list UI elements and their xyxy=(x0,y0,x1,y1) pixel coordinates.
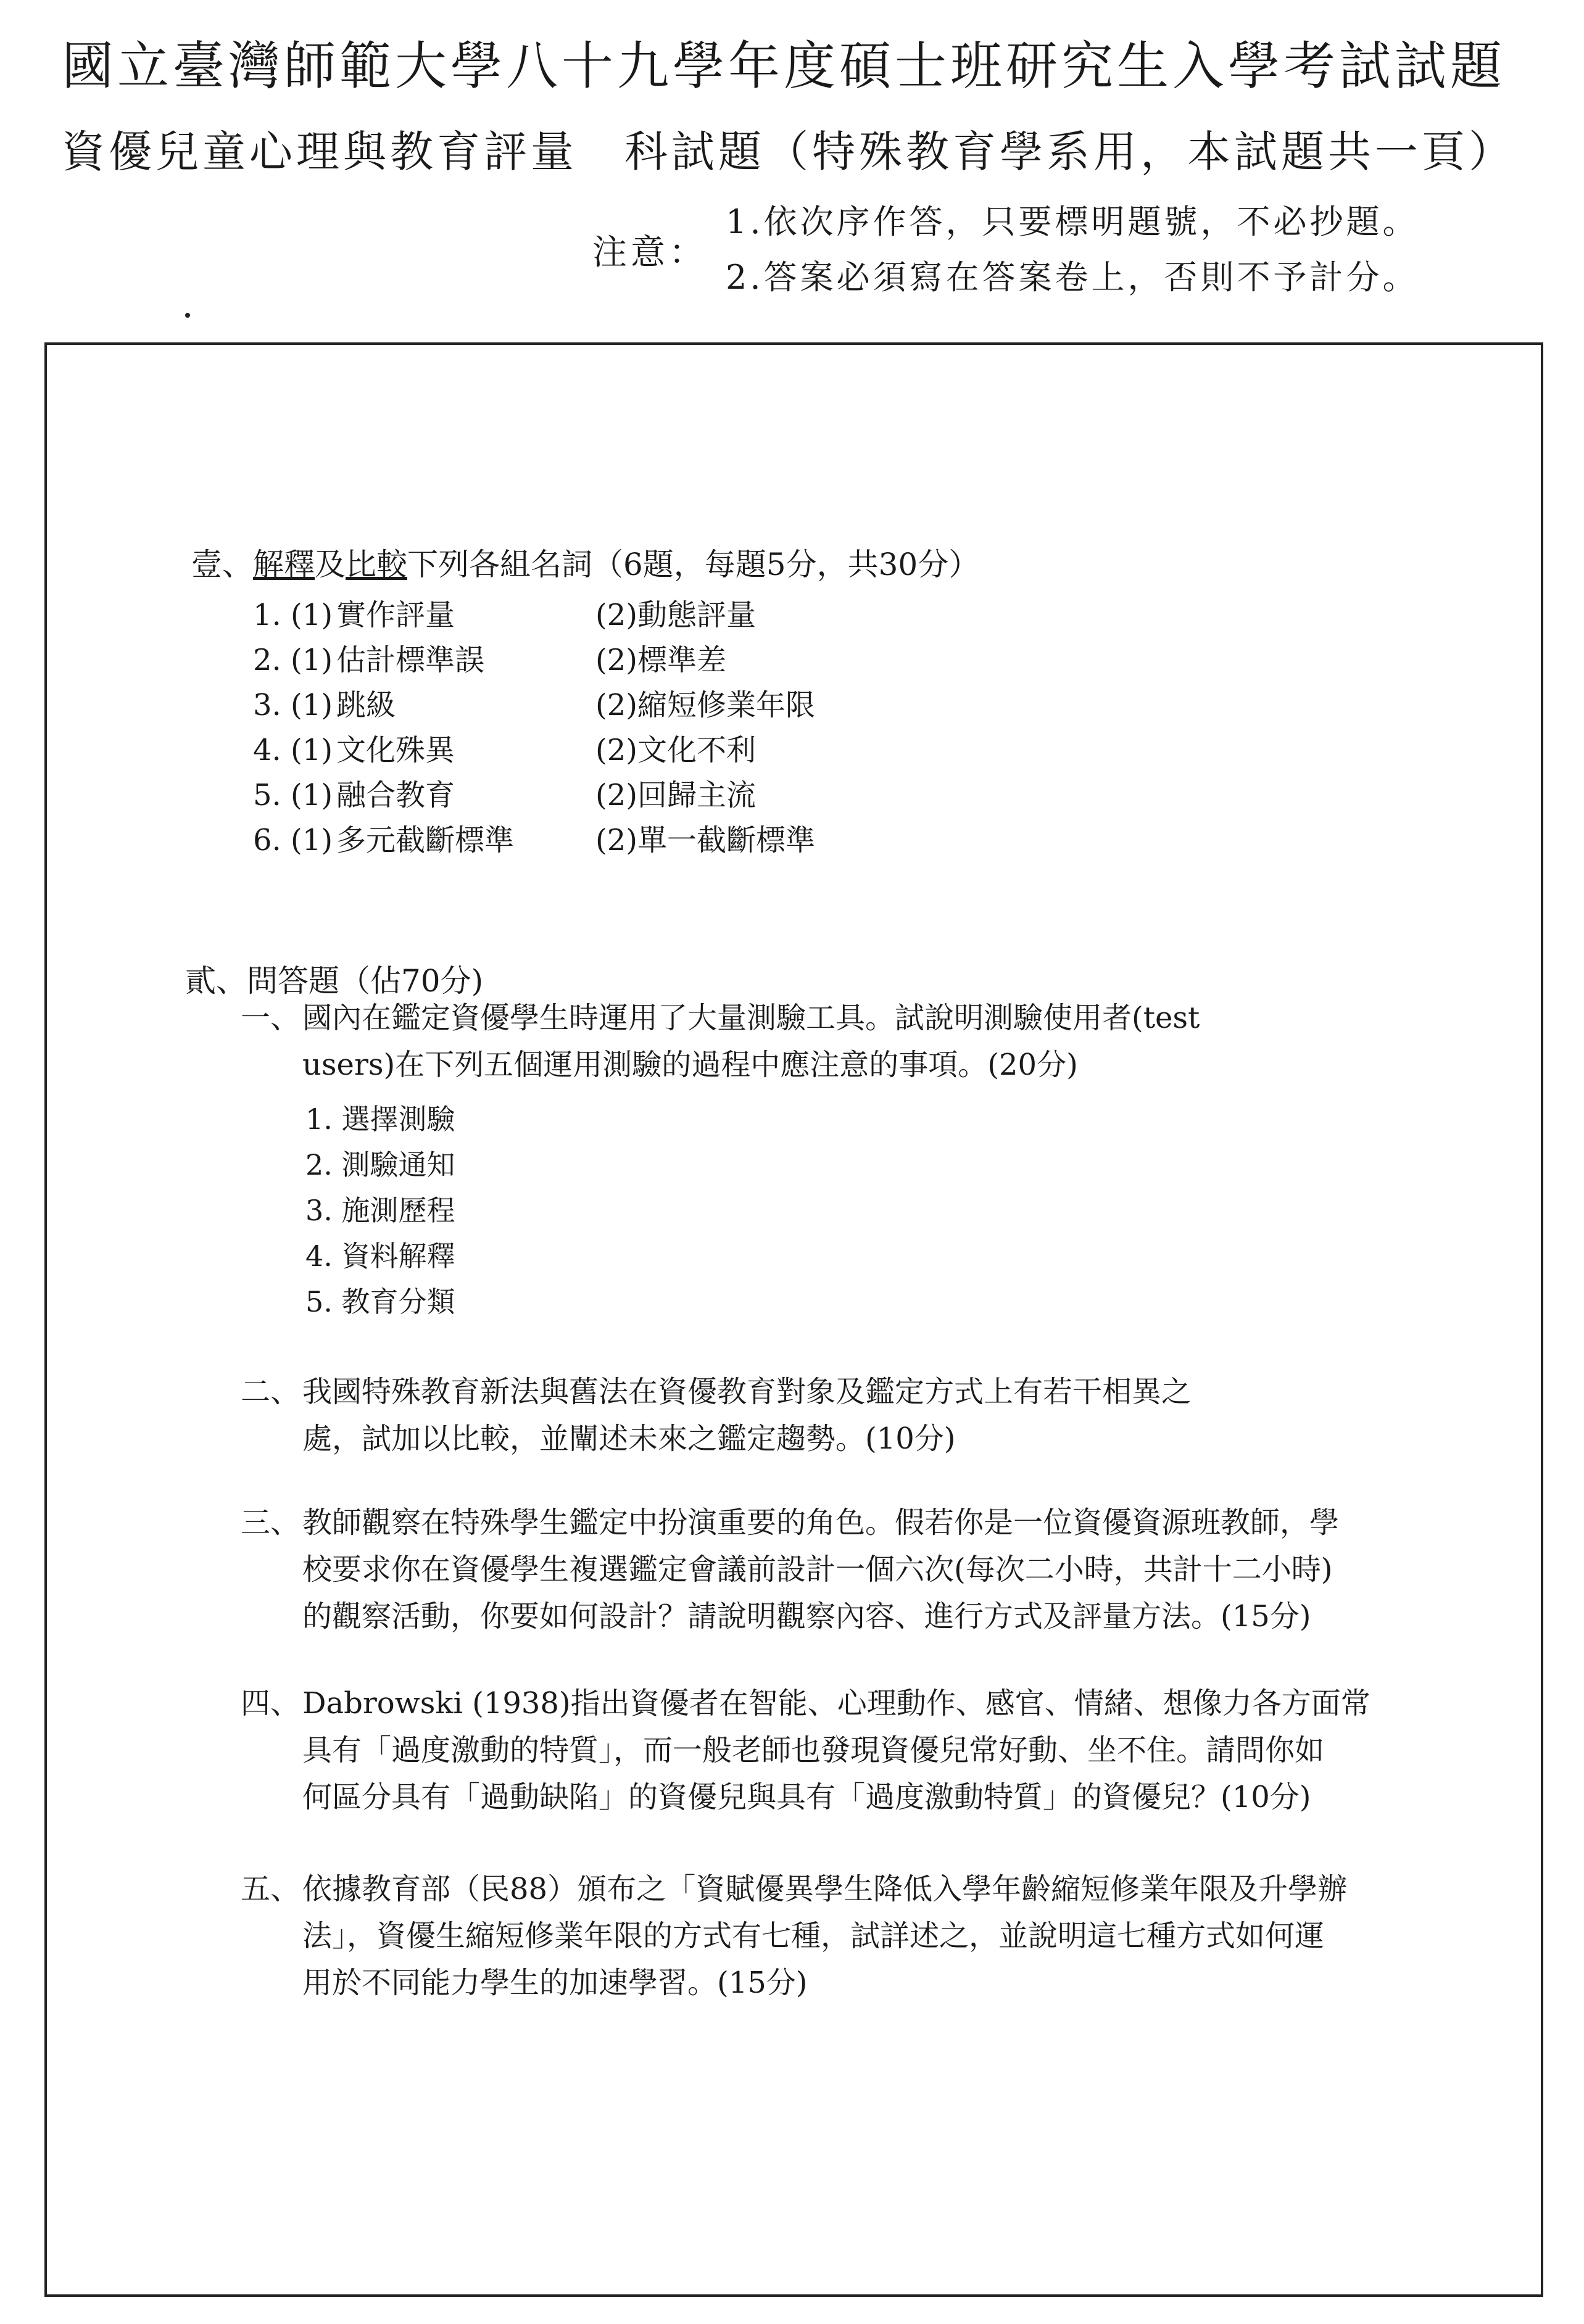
question1-sub-item: 2. 測驗通知 xyxy=(305,1148,455,1181)
question1-sub-item: 5. 教育分類 xyxy=(305,1285,455,1318)
notice-item: 1.依次序作答，只要標明題號，不必抄題。 xyxy=(726,202,1419,241)
section2-heading: 貳、問答題（佔70分) xyxy=(185,963,484,999)
question-5: 五、 依據教育部（民88）頒布之「資賦優異學生降低入學年齡縮短修業年限及升學辦 法」，資優生縮短修業年限的方式有七種，試詳述之，並說明這七種方式如何運 用於不同能力學生的加速學習。(15分) xyxy=(302,1866,1347,2006)
scan-speck xyxy=(185,313,190,318)
question-4: 四、 Dabrowski (1938)指出資優者在智能、心理動作、感官、情緒、想像力各方面常 具有「過度激動的特質」，而一般老師也發現資優兒常好動、坐不住。請問你如 何區分具有「過動缺陷」的資優兒與具有「過度激動特質」的資優兒？(10分) xyxy=(302,1680,1370,1821)
section1-heading: 壹、解釋及比較下列各組名詞（6題，每題5分，共30分） xyxy=(191,547,980,582)
question-number: 一、 xyxy=(241,1001,301,1035)
question1-sub-item: 4. 資料解釋 xyxy=(305,1239,455,1273)
notice-items xyxy=(726,194,1419,305)
notice-label: 注意： xyxy=(592,233,707,273)
term-pair-row: 2. (1) 估計標準誤 (2)標準差 xyxy=(253,643,726,677)
question1-sub-item: 1. 選擇測驗 xyxy=(305,1102,455,1136)
question-number: 三、 xyxy=(241,1505,301,1540)
notice-item: 2.答案必須寫在答案卷上，否則不予計分。 xyxy=(726,258,1419,297)
term-pair-row: 4. (1) 文化殊異 (2)文化不利 xyxy=(253,733,756,767)
question-number: 五、 xyxy=(241,1872,301,1906)
term-pair-row: 3. (1) 跳級 (2)縮短修業年限 xyxy=(253,688,815,722)
question1-sub-item: 3. 施測歷程 xyxy=(305,1194,455,1227)
term-pair-row: 6. (1) 多元截斷標準 (2)單一截斷標準 xyxy=(253,823,815,858)
term-pair-row: 1. (1) 實作評量 (2)動態評量 xyxy=(253,598,756,632)
question-2: 二、 我國特殊教育新法與舊法在資優教育對象及鑑定方式上有若干相異之 處，試加以比較，並闡述未來之鑑定趨勢。(10分) xyxy=(302,1368,1191,1462)
exam-subtitle: 資優兒童心理與教育評量 科試題（特殊教育學系用，本試題共一頁） xyxy=(62,126,1516,177)
notice-block xyxy=(592,194,1419,305)
exam-title: 國立臺灣師範大學八十九學年度碩士班研究生入學考試試題 xyxy=(62,36,1506,96)
term-pair-row: 5. (1) 融合教育 (2)回歸主流 xyxy=(253,778,756,813)
question-3: 三、 教師觀察在特殊學生鑑定中扮演重要的角色。假若你是一位資優資源班教師，學 校要求你在資優學生複選鑑定會議前設計一個六次(每次二小時，共計十二小時) 的觀察活動，你要如何設計？請說明觀察內容、進行方式及評量方法。(15分) xyxy=(302,1499,1339,1640)
question-1: 一、 國內在鑑定資優學生時運用了大量測驗工具。試說明測驗使用者(test users)在下列五個運用測驗的過程中應注意的事項。(20分) xyxy=(302,995,1200,1088)
question-number: 二、 xyxy=(241,1375,301,1409)
question-number: 四、 xyxy=(241,1686,301,1721)
